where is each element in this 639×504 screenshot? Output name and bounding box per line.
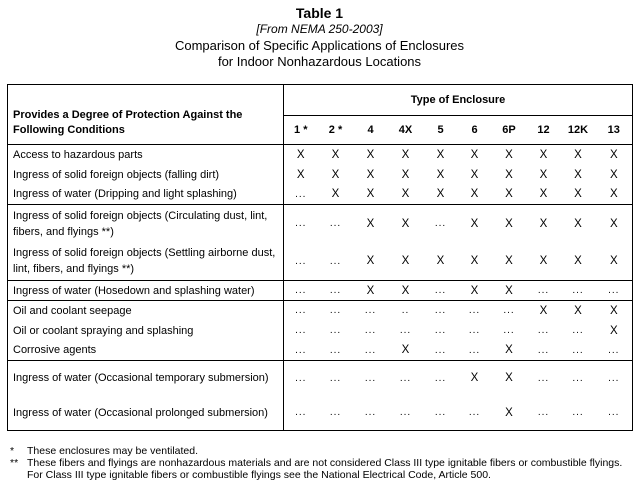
protection-cell: X: [331, 188, 340, 201]
protection-cell: ...: [318, 361, 354, 396]
protection-cell: ...: [364, 344, 377, 356]
table-row: [8, 145, 633, 165]
table-row: [8, 185, 633, 205]
protection-cell: X: [527, 301, 561, 321]
protection-cell: ...: [354, 361, 388, 396]
table-row: [8, 341, 633, 361]
protection-cell: X: [354, 205, 388, 243]
protection-cell: X: [354, 281, 388, 301]
protection-cell: ...: [399, 325, 412, 336]
footnote: [10, 445, 630, 457]
protection-cell: ...: [468, 407, 481, 419]
protection-cell: X: [505, 406, 513, 419]
protection-cell: ...: [468, 325, 481, 336]
protection-cell: ...: [424, 361, 458, 396]
protection-cell: ...: [364, 407, 377, 419]
protection-cell: X: [574, 188, 582, 201]
table-title: Table 1: [295, 5, 344, 21]
footnote-text: These enclosures may be ventilated.: [27, 445, 199, 457]
enclosure-comparison-table: [7, 84, 633, 431]
protection-cell: X: [401, 255, 410, 268]
protection-cell: ...: [329, 255, 342, 267]
condition-cell: Ingress of water (Hosedown and splashing water): [8, 281, 284, 301]
protection-cell: X: [318, 145, 354, 165]
protection-cell: X: [388, 281, 424, 301]
protection-cell: X: [609, 168, 618, 181]
protection-cell: ...: [434, 407, 447, 419]
condition-cell: Access to hazardous parts: [8, 145, 284, 165]
protection-cell: X: [331, 168, 340, 181]
protection-cell: ...: [527, 361, 561, 396]
protection-cell: ...: [572, 344, 584, 356]
protection-cell: X: [436, 188, 445, 201]
protection-cell: ...: [503, 325, 515, 336]
protection-cell: X: [492, 205, 527, 243]
protection-cell: ...: [492, 301, 527, 321]
protection-cell: X: [492, 361, 527, 396]
column-header: 1 *: [294, 124, 308, 136]
protection-cell: ...: [284, 281, 318, 301]
protection-cell: ...: [388, 361, 424, 396]
protection-cell: ...: [295, 255, 307, 267]
protection-cell: ...: [295, 325, 307, 336]
condition-cell: Ingress of water (Occasional temporary submersion): [8, 361, 284, 396]
protection-cell: ...: [329, 344, 342, 356]
footnote-mark: *: [10, 445, 15, 457]
condition-cell: Ingress of solid foreign objects (falling dirt): [8, 165, 284, 185]
table-subtitle-line2: for Indoor Nonhazardous Locations: [217, 54, 422, 69]
protection-cell: ...: [527, 281, 561, 301]
protection-cell: X: [492, 281, 527, 301]
protection-cell: X: [527, 145, 561, 165]
protection-cell: X: [388, 145, 424, 165]
column-header: 4: [367, 124, 374, 136]
protection-cell: ...: [572, 407, 584, 419]
protection-cell: ...: [284, 301, 318, 321]
protection-cell: X: [539, 255, 548, 268]
protection-cell: X: [458, 205, 492, 243]
protection-cell: X: [388, 205, 424, 243]
protection-cell: X: [458, 145, 492, 165]
condition-cell: Oil and coolant seepage: [8, 301, 284, 321]
table-subtitle-line1: Comparison of Specific Applications of Enclosures: [174, 38, 465, 53]
protection-cell: ...: [537, 325, 550, 336]
protection-cell: X: [596, 205, 633, 243]
protection-cell: X: [527, 205, 561, 243]
protection-cell: X: [492, 145, 527, 165]
protection-cell: X: [561, 145, 596, 165]
protection-cell: X: [401, 168, 410, 181]
protection-cell: ...: [561, 281, 596, 301]
protection-cell: X: [354, 145, 388, 165]
protection-cell: X: [296, 168, 305, 181]
column-header: 2 *: [328, 124, 343, 136]
protection-cell: X: [470, 188, 479, 201]
protection-cell: ...: [434, 325, 447, 336]
condition-cell: Ingress of solid foreign objects (Settling airborne dust, lint, fibers, and flyings **): [8, 243, 284, 281]
protection-cell: X: [609, 188, 618, 201]
protection-cell: ...: [424, 205, 458, 243]
protection-cell: X: [424, 145, 458, 165]
column-header: 6: [471, 124, 478, 136]
protection-cell: X: [401, 344, 410, 357]
table-row: [8, 281, 633, 301]
protection-cell: X: [561, 205, 596, 243]
protection-cell: ...: [561, 361, 596, 396]
protection-cell: ...: [537, 344, 550, 356]
protection-cell: ...: [572, 325, 584, 336]
table-row: [8, 165, 633, 185]
footnotes: [10, 445, 630, 481]
protection-cell: X: [505, 255, 513, 268]
protection-cell: ...: [468, 344, 481, 356]
protection-cell: ...: [596, 281, 633, 301]
protection-cell: X: [366, 168, 375, 181]
protection-cell: ...: [295, 188, 307, 200]
column-header: 12K: [567, 124, 589, 136]
protection-cell: ...: [318, 301, 354, 321]
protection-cell: ...: [318, 205, 354, 243]
protection-cell: X: [366, 255, 375, 268]
protection-cell: ...: [424, 301, 458, 321]
condition-cell: Corrosive agents: [8, 341, 284, 361]
protection-cell: X: [505, 168, 513, 181]
condition-cell: Ingress of water (Dripping and light splashing): [8, 185, 284, 205]
protection-cell: ...: [399, 407, 412, 419]
protection-cell: X: [401, 188, 410, 201]
protection-cell: ...: [608, 407, 620, 419]
protection-cell: ...: [284, 361, 318, 396]
footnote: [10, 457, 630, 481]
column-header: 13: [607, 124, 620, 136]
type-of-enclosure-header: Type of Enclosure: [284, 85, 633, 116]
protection-cell: ...: [318, 281, 354, 301]
protection-cell: X: [505, 188, 513, 201]
protection-cell: X: [505, 344, 513, 357]
protection-cell: ..: [388, 301, 424, 321]
column-header: 12: [537, 124, 550, 136]
protection-cell: ...: [295, 344, 307, 356]
condition-cell: Oil or coolant spraying and splashing: [8, 321, 284, 341]
protection-cell: X: [596, 301, 633, 321]
table-source: [From NEMA 250-2003]: [256, 22, 383, 36]
protection-cell: X: [458, 361, 492, 396]
protection-cell: X: [539, 168, 548, 181]
table-row: [8, 205, 633, 243]
protection-cell: ...: [458, 301, 492, 321]
protection-cell: ...: [537, 407, 550, 419]
table-row: [8, 301, 633, 321]
protection-cell: X: [436, 168, 445, 181]
table-row: [8, 243, 633, 281]
condition-cell: Ingress of solid foreign objects (Circulating dust, lint, fibers, and flyings **): [8, 205, 284, 243]
protection-cell: X: [596, 145, 633, 165]
protection-cell: ...: [329, 325, 342, 336]
condition-cell: Ingress of water (Occasional prolonged submersion): [8, 396, 284, 431]
protection-cell: X: [284, 145, 318, 165]
table-row: [8, 321, 633, 341]
protection-cell: X: [574, 255, 582, 268]
footnote-mark: **: [10, 457, 19, 469]
protection-cell: ...: [434, 344, 447, 356]
table-row: [8, 396, 633, 431]
protection-cell: ...: [608, 344, 620, 356]
protection-cell: X: [470, 255, 479, 268]
condition-column-header: Provides a Degree of Protection Against the Following Conditions: [8, 85, 284, 145]
protection-cell: X: [561, 301, 596, 321]
protection-cell: X: [574, 168, 582, 181]
protection-cell: X: [609, 324, 618, 337]
protection-cell: ...: [596, 361, 633, 396]
protection-cell: ...: [295, 407, 307, 419]
protection-cell: ...: [284, 205, 318, 243]
table-row: [8, 361, 633, 396]
footnote-text: These fibers and flyings are nonhazardous materials and are not considered Class III type ignitable fibers or combustible flyings. For Class III type ignitable fibers or combustible flyings see the National Electrical Code, Article 500.: [27, 457, 623, 481]
protection-cell: X: [436, 255, 445, 268]
protection-cell: X: [458, 281, 492, 301]
protection-cell: X: [609, 255, 618, 268]
table-body: [8, 145, 633, 431]
protection-cell: ...: [424, 281, 458, 301]
protection-cell: ...: [354, 301, 388, 321]
protection-cell: X: [470, 168, 479, 181]
column-header: 4X: [398, 124, 413, 136]
protection-cell: X: [539, 188, 548, 201]
protection-cell: X: [366, 188, 375, 201]
column-header: 5: [437, 124, 444, 136]
protection-cell: ...: [329, 407, 342, 419]
protection-cell: ...: [364, 325, 377, 336]
column-header: 6P: [502, 124, 516, 136]
